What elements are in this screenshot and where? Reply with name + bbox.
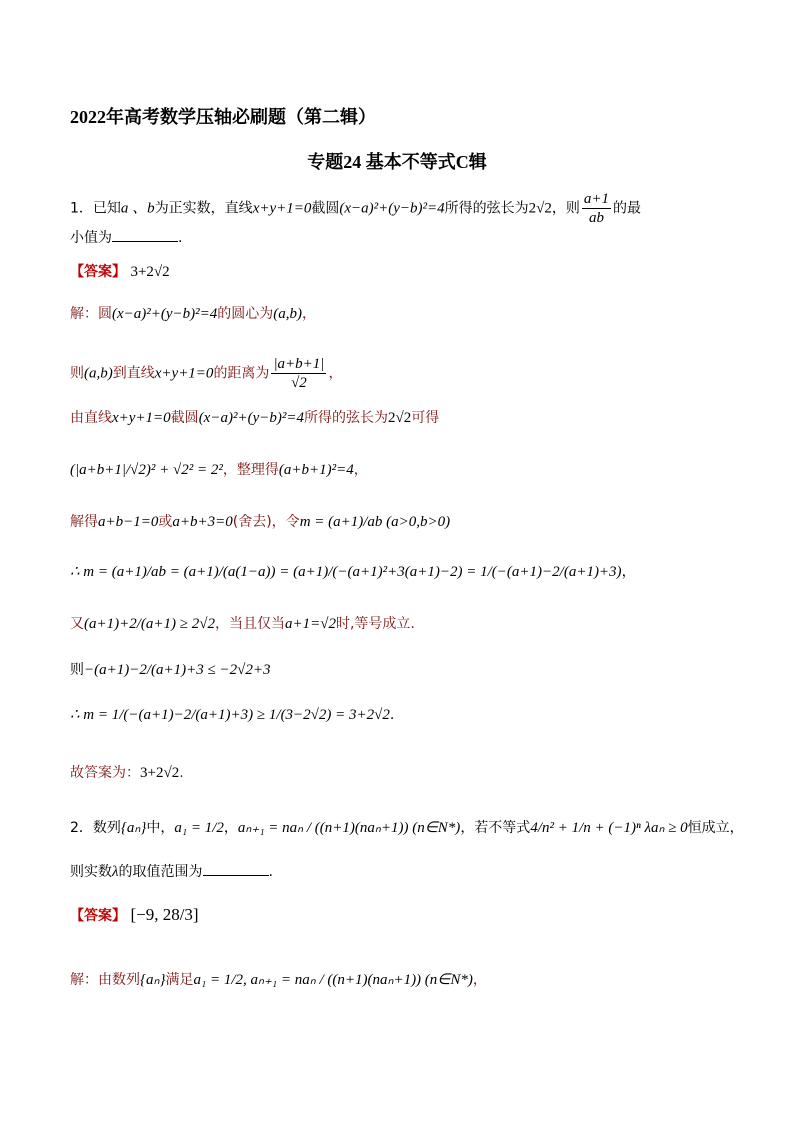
math: 2√2 — [528, 200, 552, 217]
math: a+b−1=0 — [98, 514, 159, 530]
text: 满足 — [165, 972, 194, 988]
math: x+y+1=0 — [154, 365, 214, 382]
text: 或 — [158, 514, 173, 530]
text: 数列 — [92, 820, 121, 836]
math: ∴ m = 1/(−(a+1)−2/(a+1)+3) ≥ 1/(3−2√2) = 3+2√2 — [70, 707, 390, 723]
text: 截圆 — [170, 410, 199, 426]
question-1-line-2 — [70, 228, 182, 248]
text: ， — [353, 462, 368, 478]
math: a 、b — [120, 200, 155, 217]
text: 所得的弦长为 — [444, 200, 529, 217]
math: (x−a)²+(y−b)²=4 — [198, 410, 304, 426]
text: 的最 — [613, 200, 642, 217]
math: a+b+3=0 — [172, 514, 233, 530]
math: aₙ₊₁ = naₙ / ((n+1)(naₙ+1)) (n∈N*) — [237, 820, 461, 836]
text: ， — [472, 972, 487, 988]
math: λ — [112, 864, 119, 880]
question-2-line-2 — [70, 862, 273, 882]
text: 解得 — [70, 514, 98, 530]
solution-1-line-7 — [70, 614, 415, 634]
answer-blank — [203, 863, 269, 876]
text: . — [178, 230, 183, 246]
math: m = (a+1)/ab (a>0,b>0) — [299, 514, 451, 530]
solution-1-line-9 — [70, 705, 394, 725]
math: (a+b+1)²=4 — [278, 462, 354, 478]
text: 已知 — [92, 200, 121, 217]
text: 的距离为 — [213, 365, 270, 382]
text: 为正实数，直线 — [154, 200, 253, 217]
solution-1-line-4 — [70, 460, 368, 480]
text: 故答案为： — [70, 765, 140, 781]
answer-tag: 【答案】 — [70, 264, 126, 280]
numerator: a+1 — [583, 191, 610, 207]
text: ， — [302, 306, 317, 322]
text: 解：圆 — [70, 306, 112, 322]
math: ∴ m = (a+1)/ab = (a+1)/(a(1−a)) = (a+1)/(−(a+1)²+3(a+1)−2) = 1/(−(a+1)−2/(a+1)+3) — [70, 564, 622, 580]
answer-blank — [112, 229, 178, 242]
answer-1 — [70, 262, 170, 282]
fraction — [582, 190, 611, 227]
text: 则 — [70, 662, 84, 678]
solution-2-line-1 — [70, 970, 487, 990]
math: (|a+b+1|/√2)² + √2² = 2² — [70, 462, 223, 478]
text: 小值为 — [70, 230, 112, 246]
math: x+y+1=0 — [252, 200, 312, 217]
document-title: 2022年高考数学压轴必刷题（第二辑） — [70, 107, 376, 127]
math: a₁ = 1/2 — [174, 820, 224, 836]
fraction — [271, 355, 326, 392]
text: 的圆心为 — [217, 306, 274, 322]
math: (a+1)+2/(a+1) ≥ 2√2 — [84, 616, 215, 632]
text: ，整理得 — [222, 462, 279, 478]
math: {aₙ} — [140, 972, 166, 988]
answer-value: 3+2√2 — [130, 264, 170, 280]
text: ，若不等式 — [460, 820, 531, 836]
question-2-line-1 — [70, 818, 744, 838]
question-1-line-1 — [70, 190, 641, 227]
math: a+1=√2 — [284, 616, 336, 632]
text: 到直线 — [112, 365, 155, 382]
text: ， — [621, 564, 636, 580]
question-number: 1． — [70, 200, 93, 217]
text: 截圆 — [311, 200, 340, 217]
math: (x−a)²+(y−b)²=4 — [339, 200, 445, 217]
text: 可得 — [411, 410, 440, 426]
answer-tag: 【答案】 — [70, 908, 126, 924]
text: ，当且仅当 — [214, 616, 285, 632]
math: (a,b) — [84, 365, 113, 382]
text: . — [268, 864, 273, 880]
denominator: ab — [588, 210, 604, 226]
solution-1-line-1 — [70, 304, 316, 324]
math: −(a+1)−2/(a+1)+3 ≤ −2√2+3 — [84, 662, 271, 678]
text: 则 — [70, 365, 84, 382]
answer-value: [−9, 28/3] — [130, 905, 199, 924]
question-number: 2． — [70, 820, 93, 836]
math: 4/n² + 1/n + (−1)ⁿ λaₙ ≥ 0 — [530, 820, 688, 836]
math: 2√2 — [387, 410, 412, 426]
math: (a,b) — [273, 306, 303, 322]
text: 的取值范围为 — [118, 864, 203, 880]
document-subtitle: 专题24 基本不等式C辑 — [307, 152, 487, 172]
denominator: √2 — [291, 375, 307, 391]
text: ， — [328, 365, 343, 382]
text: 恒成立， — [687, 820, 744, 836]
math: 3+2√2 — [140, 765, 180, 781]
text: 则实数 — [70, 864, 112, 880]
text: 解：由数列 — [70, 972, 140, 988]
answer-2 — [70, 905, 199, 926]
text: 时,等号成立. — [335, 616, 415, 632]
solution-1-line-5 — [70, 512, 450, 532]
solution-1-line-8 — [70, 660, 270, 680]
math: a₁ = 1/2, aₙ₊₁ = naₙ / ((n+1)(naₙ+1)) (n∈N*) — [193, 972, 473, 988]
text: . — [179, 765, 184, 781]
solution-1-line-6 — [70, 562, 636, 582]
solution-1-line-3 — [70, 408, 439, 428]
math: x+y+1=0 — [112, 410, 171, 426]
text: 又 — [70, 616, 84, 632]
solution-1-line-10 — [70, 763, 184, 783]
text: 中， — [146, 820, 175, 836]
text: 由直线 — [70, 410, 112, 426]
text: (舍去)，令 — [232, 514, 300, 530]
text: . — [389, 707, 395, 723]
math: (x−a)²+(y−b)²=4 — [112, 306, 218, 322]
text: ，则 — [551, 200, 580, 217]
math: {aₙ} — [120, 820, 147, 836]
numerator: |a+b+1| — [273, 356, 325, 372]
text: ， — [223, 820, 238, 836]
text: 所得的弦长为 — [303, 410, 388, 426]
solution-1-line-2 — [70, 355, 342, 392]
